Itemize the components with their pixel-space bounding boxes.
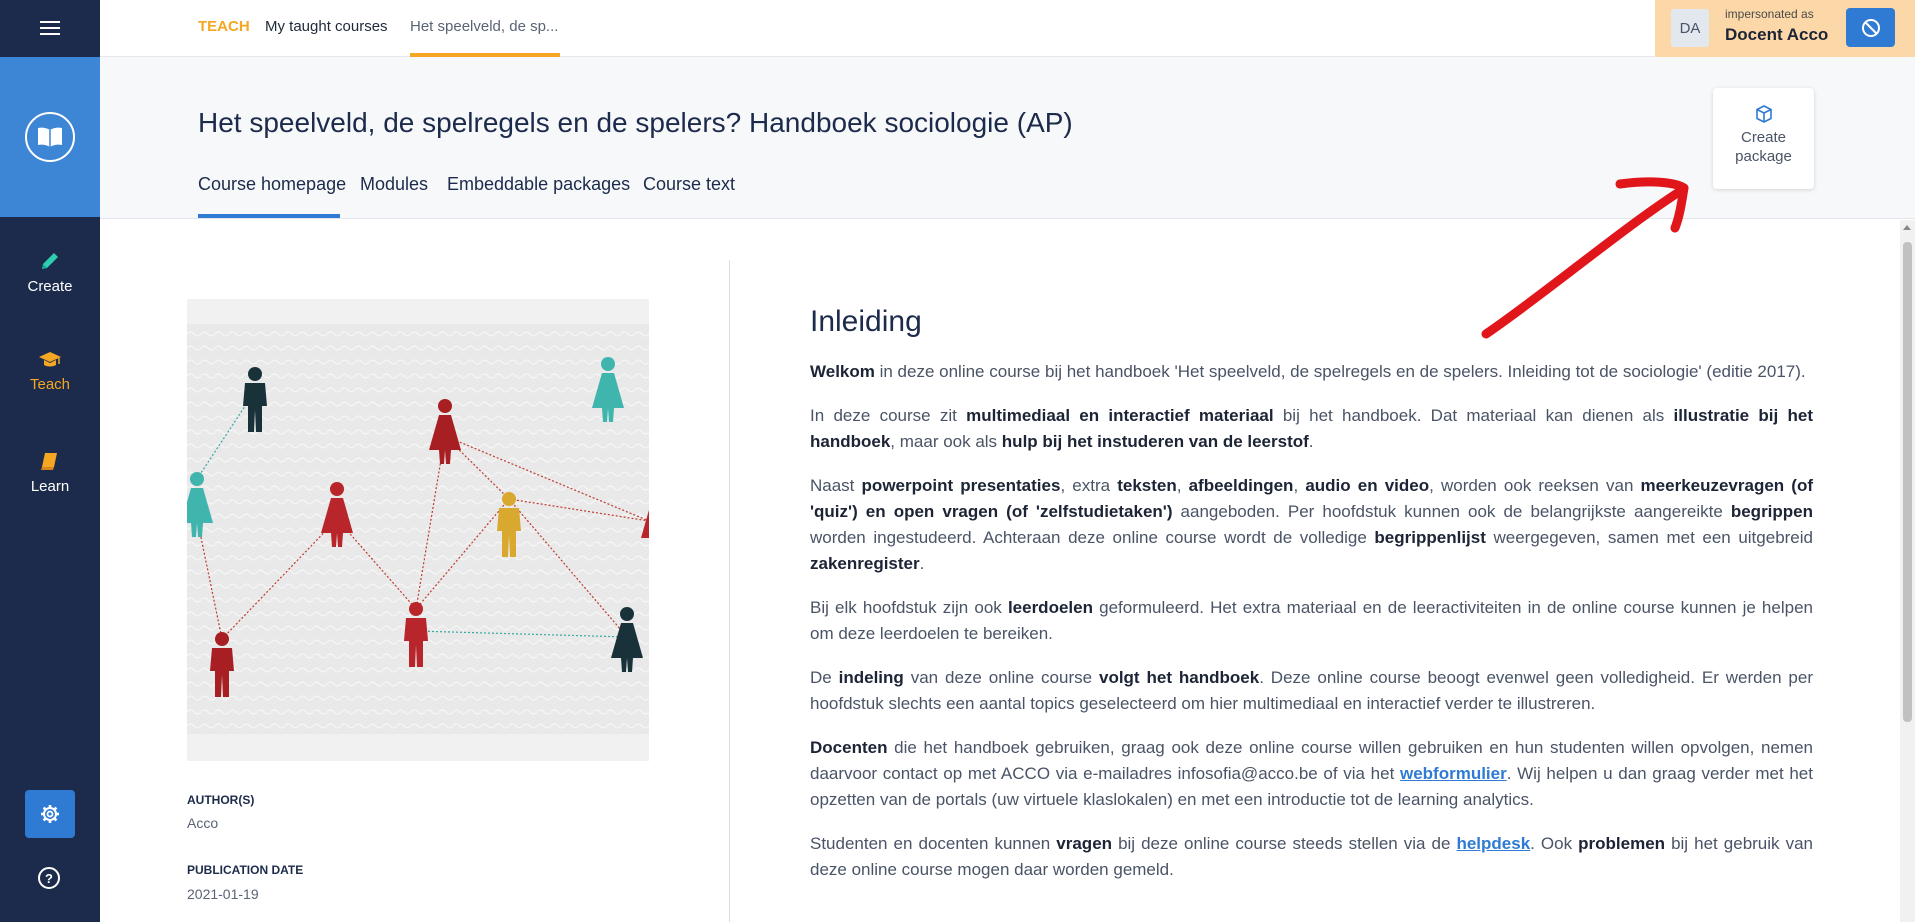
pencil-icon bbox=[39, 250, 61, 272]
intro-heading: Inleiding bbox=[810, 305, 922, 338]
stop-impersonation-button[interactable] bbox=[1846, 8, 1895, 47]
nav-learn-label: Learn bbox=[30, 478, 70, 495]
author-label: AUTHOR(S) bbox=[187, 793, 255, 807]
active-tab-indicator bbox=[198, 214, 340, 218]
page-scrollbar[interactable] bbox=[1900, 220, 1915, 922]
ban-icon bbox=[1861, 18, 1881, 38]
breadcrumb-my-taught-courses[interactable]: My taught courses bbox=[265, 18, 388, 35]
graduation-cap-icon bbox=[38, 350, 62, 370]
nav-create[interactable] bbox=[0, 250, 100, 295]
impersonation-label: impersonated as bbox=[1725, 7, 1814, 21]
settings-button[interactable] bbox=[25, 790, 75, 838]
page-title: Het speelveld, de spelregels en de spelers? Handboek sociologie (AP) bbox=[198, 107, 1073, 138]
package-box-icon bbox=[1754, 104, 1774, 124]
impersonated-user-name: Docent Acco bbox=[1725, 25, 1829, 44]
nav-teach-label: Teach bbox=[29, 376, 71, 393]
hamburger-icon bbox=[40, 21, 60, 35]
course-info-panel bbox=[100, 220, 730, 922]
help-button[interactable] bbox=[38, 867, 60, 889]
breadcrumb-current-course[interactable]: Het speelveld, de sp... bbox=[410, 18, 559, 35]
app-logo[interactable] bbox=[0, 57, 100, 217]
nav-learn[interactable] bbox=[0, 450, 100, 495]
tab-course-homepage[interactable]: Course homepage bbox=[198, 174, 347, 194]
tab-embeddable-packages[interactable]: Embeddable packages bbox=[447, 174, 631, 194]
helpdesk-link[interactable]: helpdesk bbox=[1456, 834, 1531, 853]
book-icon bbox=[39, 450, 61, 472]
author-value: Acco bbox=[187, 815, 219, 831]
intro-paragraph: Naast powerpoint presentaties, extra teksten, afbeeldingen, audio en video, worden ook reeksen van meerkeuzevragen (of 'quiz') en open vragen (of 'zelfstudietaken') aangeboden. Per hoofdstuk kunnen ook de belangrijkste aangereikte begrippen worden ingestudeerd. Achteraan deze online course wordt de volledige begrippenlijst weergegeven, samen met een uitgebreid zakenregister. bbox=[810, 476, 1814, 573]
scroll-up-arrow-icon[interactable] bbox=[1903, 225, 1911, 230]
tab-modules[interactable]: Modules bbox=[360, 174, 429, 194]
breadcrumb-teach[interactable]: TEACH bbox=[198, 18, 250, 35]
publication-date-label: PUBLICATION DATE bbox=[187, 863, 304, 877]
create-package-button[interactable] bbox=[1713, 88, 1814, 189]
publication-date-value: 2021-01-19 bbox=[187, 886, 259, 902]
intro-paragraph: De indeling van deze online course volgt het handboek. Deze online course beoogt evenwel geen volledigheid. Er werden per hoofdstuk slechts een aantal topics geselecteerd om hier multimediaal en interactief verder te illustreren. bbox=[810, 668, 1813, 713]
open-book-icon bbox=[25, 112, 75, 162]
create-package-label: Create package bbox=[1735, 129, 1792, 165]
intro-paragraph: Studenten en docenten kunnen vragen bij deze online course steeds stellen via de helpdesk. Ook problemen bij het gebruik van deze online course mogen daar worden gemeld. bbox=[810, 834, 1813, 879]
nav-create-label: Create bbox=[27, 278, 73, 295]
course-intro-article bbox=[810, 305, 1813, 901]
side-rail bbox=[0, 0, 100, 922]
nav-teach[interactable] bbox=[0, 350, 100, 393]
tab-course-text[interactable]: Course text bbox=[643, 174, 736, 194]
top-bar bbox=[100, 0, 1915, 57]
avatar: DA bbox=[1671, 9, 1709, 47]
course-header bbox=[100, 57, 1915, 219]
intro-paragraph: In deze course zit multimediaal en interactief materiaal bij het handboek. Dat materiaal kan dienen als illustratie bij het handboek, maar ook als hulp bij het instuderen van de leerstof. bbox=[810, 406, 1813, 451]
intro-paragraph: Welkom in deze online course bij het handboek 'Het speelveld, de spelregels en de spelers. Inleiding tot de sociologie' (editie 2017). bbox=[810, 362, 1806, 381]
impersonation-banner bbox=[1655, 0, 1915, 57]
course-homepage-content bbox=[100, 220, 1900, 922]
scrollbar-thumb[interactable] bbox=[1903, 242, 1912, 722]
gear-icon bbox=[40, 804, 60, 824]
column-divider bbox=[729, 260, 730, 922]
course-cover-image bbox=[187, 299, 649, 761]
question-circle-icon: ? bbox=[45, 870, 53, 886]
webformulier-link[interactable]: webformulier bbox=[1399, 764, 1507, 783]
intro-paragraph: Docenten die het handboek gebruiken, graag ook deze online course willen gebruiken en hun studenten willen opvolgen, nemen daarvoor contact op met ACCO via e-mailadres infosofia@acco.be of via het webformulier. Wij helpen u dan graag verder met het opzetten van de portals (uw virtuele klaslokalen) en met een introductie tot de learning analytics. bbox=[810, 738, 1813, 809]
intro-paragraph: Bij elk hoofdstuk zijn ook leerdoelen geformuleerd. Het extra materiaal en de leeractiviteiten in de online course kunnen je helpen om deze leerdoelen te bereiken. bbox=[810, 598, 1813, 643]
menu-button[interactable] bbox=[0, 0, 100, 56]
